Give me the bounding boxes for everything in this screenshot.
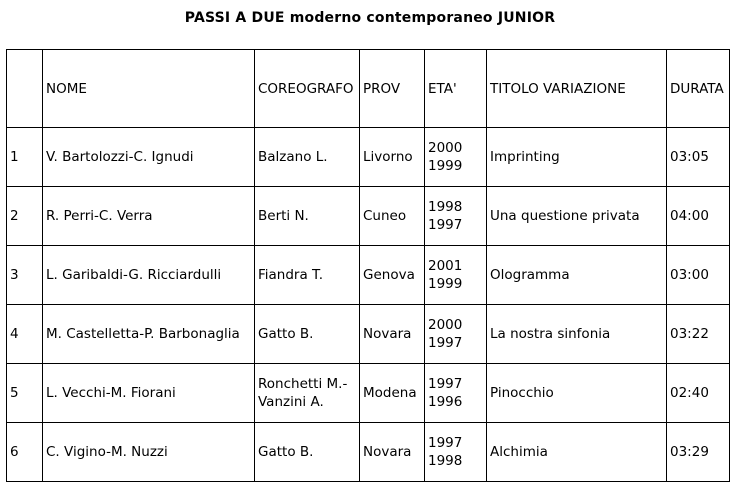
birth-year: 2001 xyxy=(428,258,463,274)
province: Genova xyxy=(360,246,425,305)
row-number: 6 xyxy=(7,423,43,482)
page-title: PASSI A DUE moderno contemporaneo JUNIOR xyxy=(184,10,556,26)
duration: 04:00 xyxy=(667,187,730,246)
header-number xyxy=(7,50,43,128)
header-prov: PROV xyxy=(360,50,425,128)
choreographer-line: Balzano L. xyxy=(258,149,328,165)
header-coreografo: COREOGRAFO xyxy=(255,50,360,128)
row-number: 5 xyxy=(7,364,43,423)
choreographer xyxy=(255,364,360,423)
choreographer-line: Ronchetti M.- xyxy=(258,376,348,392)
birth-years xyxy=(425,423,487,482)
choreographer-line: Vanzini A. xyxy=(258,394,324,410)
header-durata: DURATA xyxy=(667,50,730,128)
row-number: 3 xyxy=(7,246,43,305)
birth-year: 1998 xyxy=(428,199,463,215)
duration: 03:05 xyxy=(667,128,730,187)
variation-title: Alchimia xyxy=(487,423,667,482)
province: Cuneo xyxy=(360,187,425,246)
table-header-row xyxy=(7,50,730,128)
header-nome: NOME xyxy=(43,50,255,128)
table-row xyxy=(7,246,730,305)
dancer-names: V. Bartolozzi-C. Ignudi xyxy=(43,128,255,187)
birth-year: 1996 xyxy=(428,394,463,410)
dancer-names: M. Castelletta-P. Barbonaglia xyxy=(43,305,255,364)
row-number: 4 xyxy=(7,305,43,364)
row-number: 1 xyxy=(7,128,43,187)
choreographer xyxy=(255,305,360,364)
choreographer xyxy=(255,423,360,482)
dancer-names: L. Garibaldi-G. Ricciardulli xyxy=(43,246,255,305)
birth-years xyxy=(425,128,487,187)
choreographer-line: Fiandra T. xyxy=(258,267,323,283)
birth-years xyxy=(425,246,487,305)
variation-title: Imprinting xyxy=(487,128,667,187)
dancer-names: R. Perri-C. Verra xyxy=(43,187,255,246)
duration: 03:22 xyxy=(667,305,730,364)
table-row xyxy=(7,187,730,246)
variation-title: Pinocchio xyxy=(487,364,667,423)
province: Novara xyxy=(360,305,425,364)
choreographer xyxy=(255,128,360,187)
choreographer-line: Gatto B. xyxy=(258,326,314,342)
table-row xyxy=(7,305,730,364)
choreographer xyxy=(255,187,360,246)
table-row xyxy=(7,364,730,423)
header-eta: ETA' xyxy=(425,50,487,128)
variation-title: Ologramma xyxy=(487,246,667,305)
table-row xyxy=(7,423,730,482)
birth-year: 1999 xyxy=(428,158,463,174)
duration: 03:00 xyxy=(667,246,730,305)
dancer-names: C. Vigino-M. Nuzzi xyxy=(43,423,255,482)
results-table xyxy=(6,49,730,482)
birth-year: 1999 xyxy=(428,276,463,292)
header-titolo: TITOLO VARIAZIONE xyxy=(487,50,667,128)
birth-years xyxy=(425,187,487,246)
table-row xyxy=(7,128,730,187)
birth-year: 1997 xyxy=(428,435,463,451)
choreographer-line: Gatto B. xyxy=(258,444,314,460)
birth-year: 1998 xyxy=(428,453,463,469)
choreographer-line: Berti N. xyxy=(258,208,309,224)
row-number: 2 xyxy=(7,187,43,246)
birth-year: 1997 xyxy=(428,335,463,351)
choreographer xyxy=(255,246,360,305)
variation-title: La nostra sinfonia xyxy=(487,305,667,364)
duration: 03:29 xyxy=(667,423,730,482)
province: Novara xyxy=(360,423,425,482)
birth-year: 2000 xyxy=(428,140,463,156)
birth-year: 1997 xyxy=(428,217,463,233)
birth-year: 2000 xyxy=(428,317,463,333)
province: Livorno xyxy=(360,128,425,187)
birth-years xyxy=(425,305,487,364)
birth-year: 1997 xyxy=(428,376,463,392)
duration: 02:40 xyxy=(667,364,730,423)
variation-title: Una questione privata xyxy=(487,187,667,246)
dancer-names: L. Vecchi-M. Fiorani xyxy=(43,364,255,423)
birth-years xyxy=(425,364,487,423)
province: Modena xyxy=(360,364,425,423)
